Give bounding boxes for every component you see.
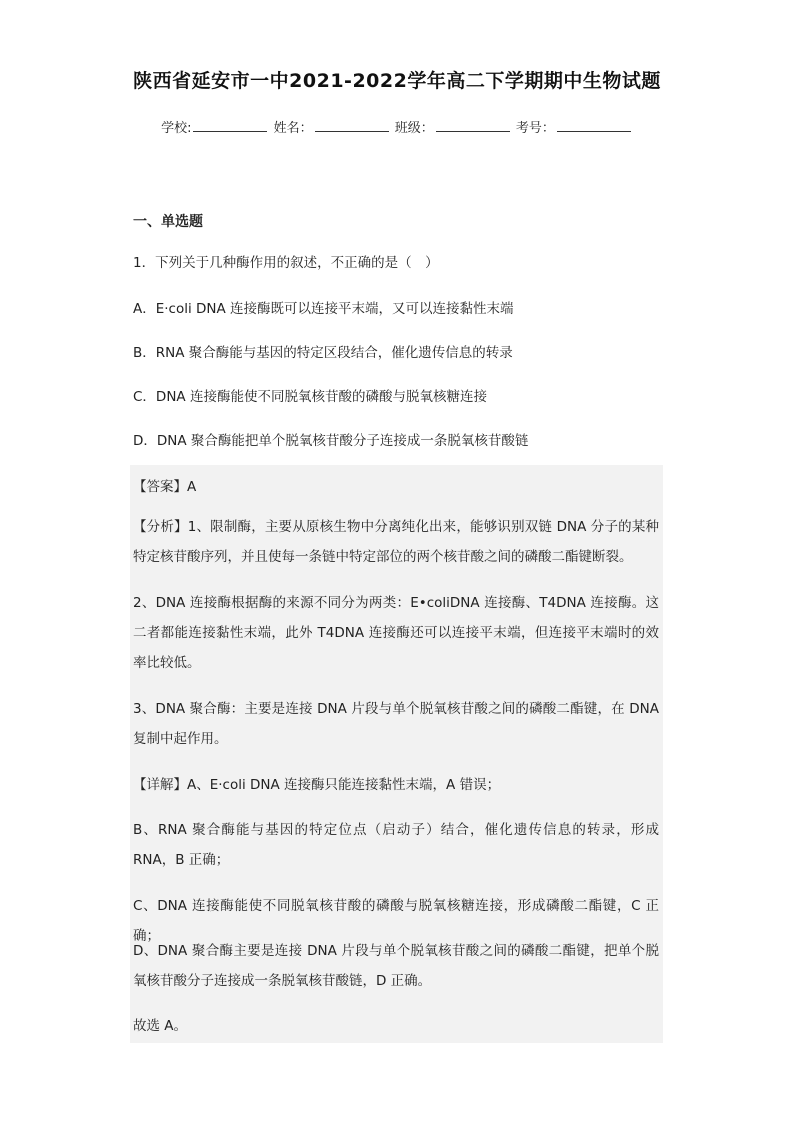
detail-b: B、RNA 聚合酶能与基因的特定位点（启动子）结合，催化遗传信息的转录，形成 RNA，B 正确； bbox=[133, 822, 659, 868]
section-title: 一、单选题 bbox=[133, 214, 203, 230]
student-info-line bbox=[0, 117, 794, 136]
detail-a: 【详解】A、E·coli DNA 连接酶只能连接黏性末端，A 错误； bbox=[133, 777, 501, 793]
question-stem: 1．下列关于几种酶作用的叙述，不正确的是（ ） bbox=[133, 255, 439, 271]
option-d: D．DNA 聚合酶能把单个脱氧核苷酸分子连接成一条脱氧核苷酸链 bbox=[133, 433, 529, 449]
option-a: A．E·coli DNA 连接酶既可以连接平末端，又可以连接黏性末端 bbox=[133, 301, 514, 317]
analysis-paragraph-1: 【分析】1、限制酶，主要从原核生物中分离纯化出来，能够识别双链 DNA 分子的某种特定核苷酸序列，并且使每一条链中特定部位的两个核苷酸之间的磷酸二酯键断裂。 bbox=[133, 519, 659, 565]
analysis-paragraph-3: 3、DNA 聚合酶：主要是连接 DNA 片段与单个脱氧核苷酸之间的磷酸二酯键，在 DNA 复制中起作用。 bbox=[133, 701, 659, 747]
class-blank[interactable] bbox=[436, 119, 510, 132]
exam-number-label: 考号： bbox=[515, 121, 555, 136]
option-b: B．RNA 聚合酶能与基因的特定区段结合，催化遗传信息的转录 bbox=[133, 345, 513, 361]
document-title: 陕西省延安市一中2021-2022学年高二下学期期中生物试题 bbox=[133, 70, 661, 92]
name-blank[interactable] bbox=[315, 119, 389, 132]
detail-c: C、DNA 连接酶能使不同脱氧核苷酸的磷酸与脱氧核糖连接，形成磷酸二酯键，C 正确； bbox=[133, 898, 659, 944]
analysis-paragraph-2: 2、DNA 连接酶根据酶的来源不同分为两类：E•coliDNA 连接酶、T4DNA 连接酶。这二者都能连接黏性末端，此外 T4DNA 连接酶还可以连接平末端，但连接平末端时的效率比较低。 bbox=[133, 595, 659, 671]
detail-d: D、DNA 聚合酶主要是连接 DNA 片段与单个脱氧核苷酸之间的磷酸二酯键，把单个脱氧核苷酸分子连接成一条脱氧核苷酸链，D 正确。 bbox=[133, 943, 659, 989]
exam-number-blank[interactable] bbox=[557, 119, 631, 132]
school-label: 学校: bbox=[161, 121, 192, 136]
answer-line: 【答案】A bbox=[133, 479, 197, 495]
class-label: 班级： bbox=[394, 121, 434, 136]
school-blank[interactable] bbox=[193, 119, 267, 132]
name-label: 姓名： bbox=[273, 121, 313, 136]
option-c: C．DNA 连接酶能使不同脱氧核苷酸的磷酸与脱氧核糖连接 bbox=[133, 389, 487, 405]
conclusion: 故选 A。 bbox=[133, 1018, 188, 1034]
